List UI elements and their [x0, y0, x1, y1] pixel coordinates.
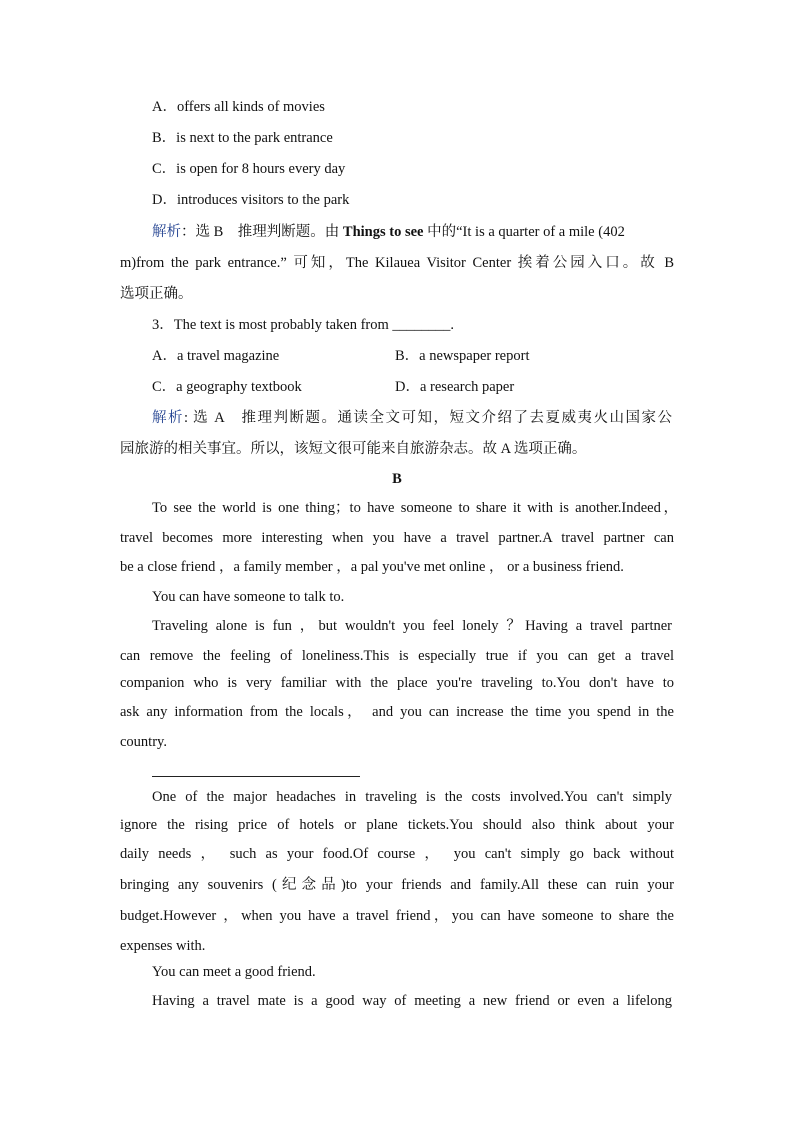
- q2-option-b: B．is next to the park entrance: [152, 130, 333, 146]
- passage-line: ask any information from the locals， and you can increase the time you spend in the: [120, 704, 674, 720]
- section-heading: B: [392, 471, 402, 487]
- q3-explanation-line2: 园旅游的相关事宜。所以，该短文很可能来自旅游杂志。故 A 选项正确。: [120, 441, 587, 457]
- passage-line: country.: [120, 734, 167, 750]
- passage-line: Having a travel mate is a good way of meeting a new friend or even a lifelong: [152, 993, 672, 1009]
- q2-option-a: A．offers all kinds of movies: [152, 99, 325, 115]
- q3-option-b: B．a newspaper report: [395, 348, 530, 364]
- passage-line: Traveling alone is fun ，but wouldn't you feel lonely ？Having a travel partner: [152, 618, 672, 634]
- q3-option-c: C．a geography textbook: [152, 379, 302, 395]
- q2-option-d: D．introduces visitors to the park: [152, 192, 350, 208]
- q3-option-d: D．a research paper: [395, 379, 515, 395]
- explanation-label: 解析: [152, 410, 185, 426]
- passage-line: bringing any souvenirs (纪念品)to your friends and family.All these can ruin your: [120, 877, 674, 893]
- passage-line: travel becomes more interesting when you have a travel partner.A travel partner can: [120, 530, 674, 546]
- q2-option-c: C．is open for 8 hours every day: [152, 161, 346, 177]
- passage-line: expenses with.: [120, 938, 206, 954]
- q3-option-a: A．a travel magazine: [152, 348, 280, 364]
- passage-line: To see the world is one thing；to have someone to share it with is another.Indeed，: [152, 500, 678, 516]
- q2-explanation-line1: 解析：选 B 推理判断题。由 Things to see 中的“It is a quarter of a mile (402: [152, 224, 625, 240]
- blank-heading-rule: [152, 776, 360, 777]
- q2-explanation-line2: m)from the park entrance.” 可知，The Kilauea Visitor Center 挨着公园入口。故 B: [120, 255, 674, 271]
- q3-stem: 3．The text is most probably taken from ________.: [152, 317, 455, 333]
- section-ref: Things to see: [342, 224, 424, 240]
- passage-line: be a close friend ，a family member ，a pal you've met online ， or a business friend.: [120, 559, 624, 575]
- passage-line: ignore the rising price of hotels or plane tickets.You should also think about your: [120, 817, 674, 833]
- passage-line: budget.However ，when you have a travel friend，you can have someone to share the: [120, 908, 674, 924]
- passage-line: One of the major headaches in traveling is the costs involved.You can't simply: [152, 789, 672, 805]
- passage-line: companion who is very familiar with the place you're traveling to.You don't have to: [120, 675, 674, 691]
- q3-explanation-line1: 解析: 选 A 推理判断题。通读全文可知，短文介绍了去夏威夷火山国家公: [152, 410, 673, 426]
- passage-line: can remove the feeling of loneliness.This is especially true if you can get a travel: [120, 648, 674, 664]
- explanation-label: 解析: [152, 224, 181, 240]
- subheading: You can have someone to talk to.: [152, 589, 345, 605]
- q2-explanation-line3: 选项正确。: [120, 286, 193, 302]
- subheading: You can meet a good friend.: [152, 964, 316, 980]
- q3-options-row2: [152, 377, 672, 397]
- q3-options-row1: [152, 346, 672, 366]
- passage-line: daily needs ， such as your food.Of course ， you can't simply go back without: [120, 846, 674, 862]
